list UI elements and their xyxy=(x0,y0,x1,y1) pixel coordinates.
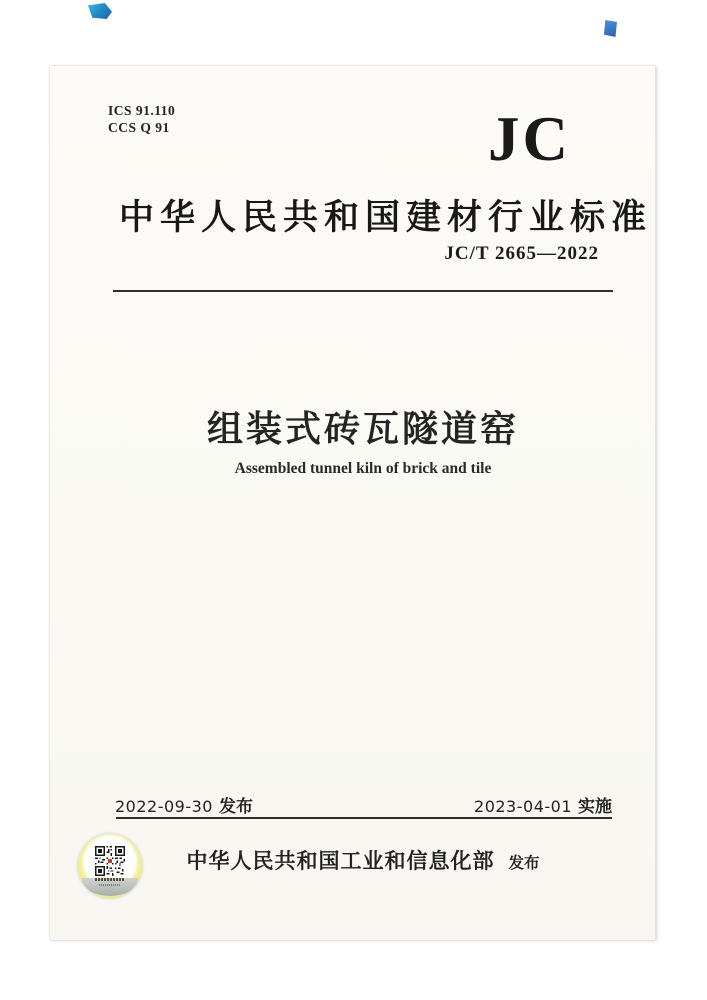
release-date: 2022-09-30 xyxy=(115,797,213,816)
document-title-cn: 组装式砖瓦隧道窑 xyxy=(206,408,519,449)
standard-number: JC/T 2665—2022 xyxy=(444,243,599,264)
tape-mark-right xyxy=(604,20,617,37)
ics-code: ICS 91.110 xyxy=(108,103,176,118)
implementation-label: 实施 xyxy=(578,797,612,816)
document-title-en: Assembled tunnel kiln of brick and tile xyxy=(234,460,492,477)
classification-codes xyxy=(108,102,175,136)
tape-mark-left xyxy=(88,3,112,19)
qr-code-icon xyxy=(95,846,125,876)
jc-logo: JC xyxy=(488,104,571,174)
release-label: 发布 xyxy=(218,797,253,816)
release-date-group xyxy=(115,792,253,817)
implementation-date-group xyxy=(474,792,612,817)
dates-row xyxy=(115,792,612,817)
standard-category-title: 中华人民共和国建材行业标准 xyxy=(119,198,653,237)
header-divider xyxy=(113,290,613,292)
standard-cover-page xyxy=(50,66,656,940)
footer-divider xyxy=(116,817,612,819)
sticker-microtext-line2 xyxy=(99,884,121,886)
issuing-action: 发布 xyxy=(508,855,540,872)
sticker-microtext-line1 xyxy=(95,878,125,881)
issuing-body: 中华人民共和国工业和信息化部 xyxy=(186,849,495,873)
publisher-row xyxy=(113,845,613,875)
qr-sticker xyxy=(78,834,142,898)
implementation-date: 2023-04-01 xyxy=(474,797,572,816)
ccs-code: CCS Q 91 xyxy=(108,120,170,135)
